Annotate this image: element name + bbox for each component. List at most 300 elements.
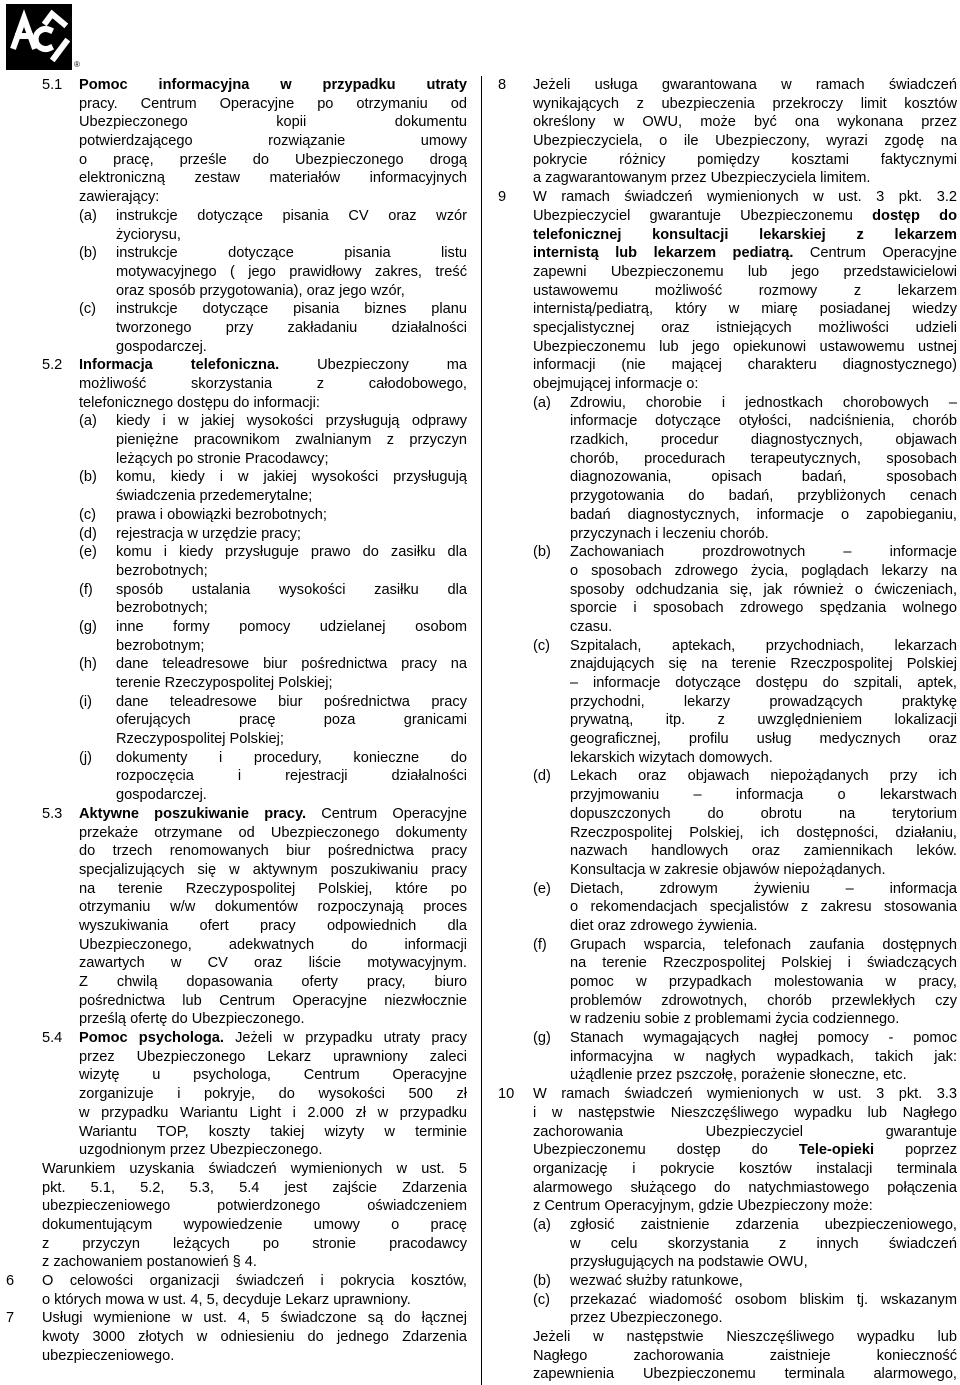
text-line [498,76,957,95]
line-text: sposób ustalania wysokości zasiłku dla [116,581,467,598]
line-text: Stanach wymagających nagłej pomocy - pomoc [570,1030,957,1047]
line-text: pomoc w przypadkach molestowania w pracy, [570,974,957,990]
line-text: z Centrum Operacyjnym, gdzie Ubezpieczony może: [533,1198,873,1215]
line-text: Grupach wsparcia, telefonach zaufania dostępnych [570,936,957,953]
line-text: Z chwilą dopasowania oferty pracy, biuro [79,974,467,990]
text-line [42,562,467,581]
line-text: przygotowania do badań, przybliżonych cenach [570,488,957,505]
text-line [42,749,467,768]
line-text: Ubezpieczonego kopii dokumentu [79,114,467,131]
text-line [533,244,957,263]
text-line [498,188,957,207]
text-line [42,356,467,375]
text-line [533,749,957,768]
section-number: 6 [6,1273,15,1289]
line-text: oraz sposób przygotowania), oraz jego wzór, [116,282,405,299]
line-text: sposoby odchudzania się, jak również o ćwiczeniach, [570,581,957,598]
text-line [42,1347,467,1366]
text-line [533,1347,957,1366]
text-line [533,599,957,618]
text-line [533,525,957,544]
text-line [533,95,957,114]
text-line [533,992,957,1011]
line-text: ubezpieczeniowego potwierdzonego oświadczeniem [42,1198,467,1215]
text-line [42,581,467,600]
text-line [42,543,467,562]
text-line [6,1309,467,1328]
text-line [42,880,467,899]
line-text: zapewni Ubezpieczonemu lub jego przedstawicielowi [533,263,957,280]
line-text: prawa i obowiązki bezrobotnych; [116,506,327,523]
text-line [533,1365,957,1384]
text-line [533,450,957,469]
text-line [42,169,467,188]
line-text: przekaże otrzymane od Ubezpieczonego dokumenty [79,824,467,841]
line-text: przyjmowaniu – informacja o lekarstwach [570,787,957,804]
line-text: Informacja telefoniczna. Ubezpieczony ma [79,357,467,374]
text-line [533,375,957,394]
line-text: pkt. 5.1, 5.2, 5.3, 5.4 jest zajście Zdarzenia [42,1179,467,1196]
text-line [42,1216,467,1235]
text-line [42,1179,467,1198]
text-line [42,805,467,824]
text-line [42,711,467,730]
line-text: lekarskich wizytach domowych. [570,749,773,766]
text-line [533,655,957,674]
line-text: o których mowa w ust. 4, 5, decyduje Lekarz uprawniony. [42,1291,411,1308]
registered-mark: ® [74,60,80,69]
text-line [533,1029,957,1048]
line-text: przez Ubezpieczonego. [570,1310,723,1327]
line-text: wizytę u psychologa, Centrum Operacyjne [79,1067,467,1084]
text-line [533,581,957,600]
line-text: Rzeczpospolitej Polskiej, ich dostępności, działaniu, [570,824,957,841]
text-line [42,487,467,506]
text-line [42,1010,467,1029]
text-line [533,431,957,450]
text-line [533,861,957,880]
text-line [42,1197,467,1216]
text-line [42,767,467,786]
text-line [533,1235,957,1254]
line-text: Aktywne poszukiwanie pracy. Centrum Operacyjne [79,805,467,822]
line-text: instrukcje dotyczące pisania listu [116,245,467,262]
section-number: 7 [6,1310,15,1327]
text-line [533,674,957,693]
line-text: potwierdzającego rozwiązanie umowy [79,133,467,150]
line-text: przekazać wiadomość osobom bliskim tj. wskazanym [570,1291,957,1308]
text-line [533,263,957,282]
text-line [533,1160,957,1179]
text-line [533,1104,957,1123]
line-text: z zachowaniem postanowień § 4. [42,1254,257,1271]
text-line [42,1160,467,1179]
line-text: komu i kiedy przysługuje prawo do zasiłku dla [116,544,467,561]
list-label: (d) [79,525,97,542]
line-text: wezwać służby ratunkowe, [570,1273,743,1289]
line-text: O celowości organizacji świadczeń i pokrycia kosztów, [42,1273,467,1289]
line-text: dopuszczonych do obrotu na terytorium [570,805,957,822]
text-line [498,1085,957,1104]
text-line [533,1197,957,1216]
line-text: Szpitalach, aptekach, przychodniach, lekarzach [570,637,957,654]
text-line [533,562,957,581]
line-text: do trzech renomowanych biur pośrednictwa pracy [79,843,467,860]
list-label: (b) [533,1273,551,1289]
line-text: kwoty 3000 złotych w odniesieniu do jednego Zdarzenia [42,1329,467,1346]
line-text: o sposobach zdrowego życia, poglądach lekarzy na [570,562,957,579]
line-text: Jeżeli usługa gwarantowana w ramach świadczeń [533,77,957,93]
text-line [42,655,467,674]
section-number: 8 [498,77,507,93]
text-line [42,95,467,114]
text-line [533,1141,957,1160]
line-text: z przyczyn leżących po stronie pracodawcy [42,1235,467,1252]
line-text: elektroniczną zestaw materiałów informacyjnych [79,170,467,187]
line-text: tworzonego przy zakładaniu działalności [116,319,467,336]
text-line [533,169,957,188]
text-line [42,973,467,992]
line-text: zorganizuje i pokryje, do wysokości 500 zł [79,1086,467,1103]
line-text: przyczynach i leczeniu chorób. [570,525,769,542]
line-text: leżących po stronie Pracodawcy; [116,450,329,467]
text-line [42,282,467,301]
text-line [42,1235,467,1254]
list-label: (e) [79,544,97,561]
text-line [42,936,467,955]
text-line [42,207,467,226]
text-line [42,151,467,170]
line-text: Nagłego zachorowania zaistnieje konieczność [533,1347,957,1364]
line-text: na terenie Rzeczypospolitej Polskiej, które po [79,880,467,897]
text-line [533,1123,957,1142]
line-text: bezrobotnych; [116,562,208,579]
text-line [533,1179,957,1198]
line-text: rozpoczęcia i rejestracji działalności [116,768,467,785]
text-line [533,151,957,170]
line-text: – informacje dotyczące dostępu do szpitali, aptek, [570,675,957,691]
line-text: bezrobotnych; [116,600,208,617]
list-label: (g) [533,1030,551,1047]
line-text: komu, kiedy i w jakiej wysokości przysługują [116,469,467,486]
text-line [533,693,957,712]
section-number: 10 [498,1086,515,1103]
line-text: Ubezpieczyciel gwarantuje Ubezpieczonemu dostęp do [533,207,957,224]
text-line [533,543,957,562]
line-text: pokrycie różnicy pomiędzy kosztami faktycznymi [533,151,957,168]
text-line [533,637,957,656]
text-line [42,1291,467,1310]
line-text: na terenie Rzeczpospolitej Polskiej i świadczących [570,955,957,972]
line-text: prześlą ofertę do Ubezpieczonego. [79,1011,305,1028]
line-text: i w następstwie Nieszczęśliwego wypadku lub Nagłego [533,1104,957,1121]
text-line [42,431,467,450]
line-text: o pracę, prześle do Ubezpieczonego drogą [79,151,467,168]
line-text: użądlenie przez pszczołę, porażenie słoneczne, etc. [570,1067,907,1084]
line-text: wynikających z ubezpieczenia przekroczy limit kosztów [533,95,957,112]
text-line [42,412,467,431]
list-label: (g) [79,618,97,635]
text-line [533,824,957,843]
text-line [42,637,467,656]
line-text: możliwość skorzystania z całodobowego, [79,376,467,392]
line-text: ustawowemu możliwość rozmowy z lekarzem [533,282,957,299]
text-line [42,394,467,413]
text-line [42,674,467,693]
text-line [42,730,467,749]
text-line [42,226,467,245]
text-line [533,113,957,132]
line-text: dokumentującym wypowiedzenie umowy o pracę [42,1216,467,1233]
line-text: Ubezpieczonemu lub jego opiekunowi ustawowemu ustnej [533,338,957,355]
line-text: organizację i pokrycie kosztów instalacji terminala [533,1160,957,1177]
text-line [42,244,467,263]
text-line [42,842,467,861]
text-line [42,468,467,487]
line-text: specjalistycznej oraz istniejących możliwości udzieli [533,319,957,336]
line-text: telefonicznego dostępu do informacji: [79,394,320,411]
text-line [533,1328,957,1347]
line-text: otrzymaniu w/w dokumentów rozpoczynają proces [79,899,467,916]
text-line [42,599,467,618]
right-column [498,76,957,1384]
list-label: (a) [79,207,97,224]
text-line [42,319,467,338]
line-text: o rekomendacjach specjalistów z zakresu stosowania [570,899,957,916]
left-column [6,76,468,1365]
text-line [42,992,467,1011]
column-divider [481,76,482,1385]
text-line [6,1272,467,1291]
text-line [533,1253,957,1272]
section-number: 5.2 [42,357,63,374]
line-text: bezrobotnym; [116,637,205,654]
line-text: Pomoc psychologa. Jeżeli w przypadku utraty pracy [79,1030,468,1047]
list-label: (d) [533,768,551,785]
line-text: alarmowego służącego do natychmiastowego połączenia [533,1179,957,1196]
text-line [533,618,957,637]
text-line [533,711,957,730]
line-text: Pomoc informacyjna w przypadku utraty [79,77,467,93]
line-text: świadczenia przedemerytalne; [116,488,313,505]
line-text: W ramach świadczeń wymienionych w ust. 3 pkt. 3.2 [533,189,957,206]
line-text: a zagwarantowanym przez Ubezpieczyciela limitem. [533,170,871,187]
text-line [533,1066,957,1085]
line-text: Jeżeli w następstwie Nieszczęśliwego wypadku lub [533,1329,957,1346]
text-line [42,1048,467,1067]
list-label: (b) [533,544,551,561]
line-text: w przypadku Wariantu Light i 2.000 zł w przypadku [79,1104,467,1121]
text-line [42,1029,467,1048]
line-text: przychodni, lekarzy prowadzących praktykę [570,693,957,710]
line-text: terenie Rzeczypospolitej Polskiej; [116,675,333,691]
section-number: 9 [498,189,507,206]
line-text: diagnozowania, opisach badań, sposobach [570,469,957,486]
text-line [533,487,957,506]
line-text: oferujących pracę poza granicami [116,712,467,729]
text-line [533,786,957,805]
text-line [42,506,467,525]
list-label: (c) [79,301,97,318]
text-line [42,618,467,637]
line-text: Rzeczypospolitej Polskiej; [116,731,284,748]
line-text: określony w OWU, może być ona wykonana przez [533,114,957,131]
list-label: (c) [533,637,551,654]
line-text: Ubezpieczyciela, o ile Ubezpieczony, wyrazi zgodę na [533,133,957,150]
ace-logo-mark [6,4,72,70]
text-line [533,1216,957,1235]
text-line [42,917,467,936]
text-line [42,525,467,544]
line-text: pracy. Centrum Operacyjne po otrzymaniu od [79,95,467,112]
line-text: badań diagnostycznych, informacje o zapobieganiu, [570,506,957,523]
line-text: sporcie i sposobach zdrowego spędzania wolnego [570,600,957,617]
line-text: zgłosić zaistnienie zdarzenia ubezpieczeniowego, [570,1216,957,1233]
text-line [533,132,957,151]
text-line [533,356,957,375]
text-line [533,1048,957,1067]
line-text: instrukcje dotyczące pisania CV oraz wzór [116,207,467,224]
line-text: Usługi wymienione w ust. 4, 5 świadczone są do łącznej [42,1310,467,1327]
list-label: (c) [533,1291,551,1308]
list-label: (i) [79,693,92,710]
list-label: (b) [79,245,97,262]
list-label: (j) [79,749,92,766]
text-line [533,394,957,413]
line-text: ubezpieczeniowego. [42,1347,175,1364]
text-line [533,1272,957,1291]
list-label: (b) [79,469,97,486]
line-text: Zachowaniach prozdrowotnych – informacje [570,544,957,561]
line-text: informacyjna w nagłych wypadkach, takich jak: [570,1048,957,1065]
list-label: (f) [79,581,93,598]
text-line [42,898,467,917]
line-text: Lekach oraz objawach niepożądanych przy ich [570,768,957,785]
line-text: zachorowania Ubezpieczyciel gwarantuje [533,1123,957,1140]
text-line [42,188,467,207]
text-line [533,1309,957,1328]
text-line [42,1141,467,1160]
line-text: pośrednictwa lub Centrum Operacyjne niezwłocznie [79,992,467,1009]
text-line [42,1253,467,1272]
line-text: specjalizujących się w aktywnym poszukiwaniu pracy [79,861,467,878]
text-line [42,113,467,132]
text-line [42,861,467,880]
text-line [533,300,957,319]
text-line [42,1328,467,1347]
text-line [533,767,957,786]
text-line [42,132,467,151]
line-text: w radzeniu sobie z problemami życia codziennego. [570,1011,900,1028]
text-line [533,319,957,338]
text-line [533,954,957,973]
ace-logo [6,4,72,70]
line-text: Dietach, zdrowym żywieniu – informacja [570,880,957,897]
line-text: w celu skorzystania z innych świadczeń [570,1235,957,1252]
line-text: Wariantu TOP, koszty takiej wizyty w terminie [79,1123,467,1140]
list-label: (c) [79,506,97,523]
text-line [42,1123,467,1142]
line-text: obejmującej informacje o: [533,376,699,392]
line-text: nazwach handlowych oraz zamiennikach leków. [570,843,957,860]
line-text: uzgodnionym przez Ubezpieczonego. [79,1142,323,1159]
line-text: diet oraz zdrowego żywienia. [570,917,758,934]
line-text: zawierający: [79,189,160,206]
text-line [42,450,467,469]
line-text: Ubezpieczonemu dostęp do Tele-opieki poprzez [533,1142,957,1159]
text-line [533,506,957,525]
line-text: prywatną, itp. z uwzględnieniem lokalizacji [570,712,957,729]
line-text: Konsultacja w zakresie objawów niepożądanych. [570,861,886,878]
line-text: czasu. [570,618,613,635]
text-line [42,76,467,95]
line-text: informacji (nie mającej charakteru diagnostycznego) [533,357,957,374]
line-text: rejestracja w urzędzie pracy; [116,525,301,542]
line-text: kiedy i w jakiej wysokości przysługują odprawy [116,413,467,430]
text-line [42,338,467,357]
section-number: 5.1 [42,77,63,93]
text-line [42,786,467,805]
text-line [533,1291,957,1310]
line-text: motywacyjnego ( jego prawidłowy zakres, treść [116,263,467,280]
list-label: (f) [533,936,547,953]
line-text: dane teleadresowe biur pośrednictwa pracy na [116,656,467,673]
text-line [42,1104,467,1123]
line-text: geograficznej, profilu usług medycznych oraz [570,731,957,748]
line-text: Ubezpieczonego, adekwatnych do informacji [79,936,467,953]
line-text: zapewnienia Ubezpieczonemu terminala alarmowego, [533,1366,957,1383]
text-line [533,842,957,861]
text-line [533,805,957,824]
line-text: gospodarczej. [116,338,207,355]
text-line [42,375,467,394]
text-line [42,263,467,282]
list-label: (e) [533,880,551,897]
text-line [533,730,957,749]
text-line [533,973,957,992]
line-text: dane teleadresowe biur pośrednictwa pracy [116,693,467,710]
line-text: dokumenty i procedury, konieczne do [116,749,467,766]
text-line [42,1066,467,1085]
line-text: W ramach świadczeń wymienionych w ust. 3 pkt. 3.3 [533,1086,957,1103]
line-text: internistą lub lekarzem pediatrą. Centrum Operacyjne [533,245,957,262]
line-text: telefonicznej konsultacji lekarskiej z lekarzem [533,226,957,243]
text-line [533,412,957,431]
line-text: inne formy pomocy udzielanej osobom [116,618,467,635]
line-text: gospodarczej. [116,787,207,804]
text-line [42,954,467,973]
line-text: znajdujących się na terenie Rzeczpospolitej Polskiej [570,656,957,673]
text-line [533,917,957,936]
line-text: pieniężne pracownikom zwalnianym z przyczyn [116,432,467,449]
section-number: 5.3 [42,805,63,822]
text-line [533,936,957,955]
line-text: wyszukiwania ofert pracy odpowiednich dla [79,917,467,934]
line-text: informacje dotyczące otyłości, nadciśnienia, chorób [570,413,957,430]
line-text: rzadkich, procedur diagnostycznych, objawach [570,432,957,449]
line-text: życiorysu, [116,226,181,243]
line-text: problemów zdrowotnych, chorób przewlekłych czy [570,992,957,1009]
line-text: przez Ubezpieczonego Lekarz uprawniony zaleci [79,1048,467,1065]
line-text: internistą/pediatrą, który w miarę posiadanej wiedzy [533,301,957,318]
text-line [533,880,957,899]
text-line [533,207,957,226]
text-line [533,468,957,487]
section-number: 5.4 [42,1030,63,1047]
line-text: zawartych w CV oraz liście motywacyjnym. [79,955,467,972]
text-line [533,338,957,357]
line-text: instrukcje dotyczące pisania biznes planu [116,301,467,318]
